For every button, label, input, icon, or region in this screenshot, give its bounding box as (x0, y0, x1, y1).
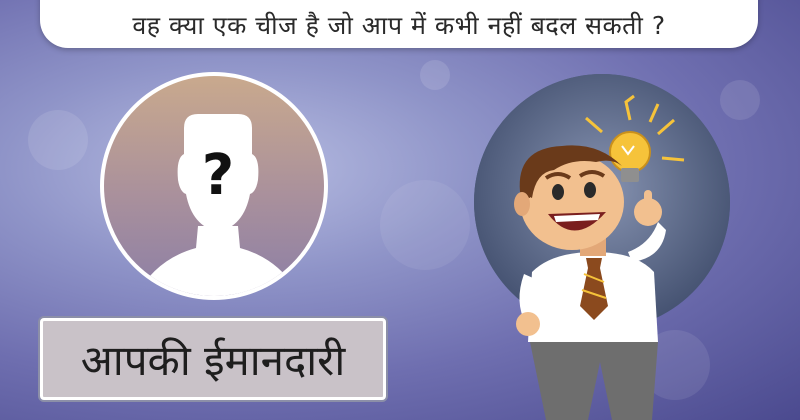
question-mark: ? (201, 143, 235, 208)
background-sparkle (28, 110, 88, 170)
background-sparkle (380, 180, 470, 270)
question-banner (40, 0, 758, 48)
question-text: वह क्या एक चीज है जो आप में कभी नहीं बदल सकती ? (132, 11, 666, 40)
profile-avatar (100, 72, 328, 300)
answer-text: आपकी ईमानदारी (80, 335, 346, 385)
answer-box (40, 318, 386, 400)
background-sparkle (420, 60, 450, 90)
businessman-idea-icon (462, 62, 762, 420)
unknown-person-icon (104, 76, 328, 300)
